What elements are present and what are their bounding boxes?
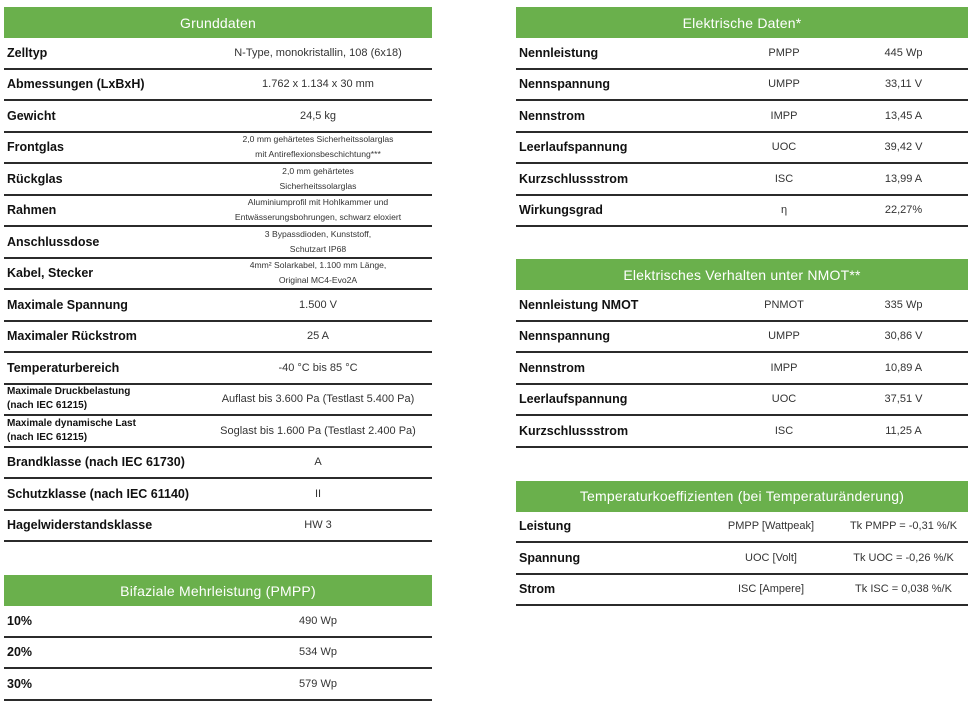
- nmot-header: Elektrisches Verhalten unter NMOT**: [516, 259, 968, 290]
- row-symbol: ISC: [774, 424, 794, 437]
- row-symbol: UOC: [771, 141, 797, 154]
- row-value: 11,25 A: [885, 424, 922, 437]
- row-label: Nennstrom: [519, 108, 585, 123]
- row-label: Maximale Spannung: [7, 297, 128, 312]
- table-row: [516, 290, 968, 322]
- row-value: 37,51 V: [884, 393, 923, 406]
- row-value: 30,86 V: [884, 330, 923, 343]
- row-value: 22,27%: [884, 204, 923, 217]
- row-value: 25 A: [306, 330, 330, 343]
- row-label: Schutzklasse (nach IEC 61140): [7, 486, 190, 501]
- row-value: Tk UOC = -0,26 %/K: [853, 551, 954, 564]
- row-symbol: IMPP: [770, 361, 798, 374]
- table-row: [4, 479, 432, 511]
- row-value: Tk PMPP = -0,31 %/K: [849, 520, 958, 533]
- table-row: [4, 606, 432, 638]
- table-row: [4, 322, 432, 354]
- table-row: [516, 512, 968, 544]
- row-symbol: PMPP: [768, 46, 800, 59]
- row-value: Aluminiumprofil mit Hohlkammer und Entwässerungsbohrungen, schwarz eloxiert: [234, 197, 402, 223]
- row-value: 2,0 mm gehärtetes Sicherheitssolarglas mit Antireflexionsbeschichtung***: [242, 134, 394, 160]
- row-label: Leerlaufspannung: [519, 140, 628, 155]
- table-row: [516, 322, 968, 354]
- row-label: Maximale Druckbelastung (nach IEC 61215): [7, 386, 131, 412]
- row-value: 2,0 mm gehärtetes Sicherheitssolarglas: [279, 165, 357, 191]
- row-label: Anschlussdose: [7, 234, 100, 249]
- row-label: Rahmen: [7, 203, 57, 218]
- bifazial-rows: [4, 606, 432, 701]
- row-label: Nennleistung: [519, 45, 599, 60]
- table-row: [516, 101, 968, 133]
- row-value: N-Type, monokristallin, 108 (6x18): [234, 46, 402, 59]
- row-label: Temperaturbereich: [7, 360, 120, 375]
- table-row: [4, 259, 432, 291]
- row-label: Nennspannung: [519, 329, 610, 344]
- row-label: Gewicht: [7, 108, 56, 123]
- table-row: [4, 416, 432, 448]
- table-row: [516, 385, 968, 417]
- elektrisch-table: [516, 7, 968, 227]
- row-label: Leistung: [519, 519, 572, 534]
- right-column: [516, 7, 968, 606]
- row-label: Kurzschlussstrom: [519, 171, 629, 186]
- table-row: [516, 575, 968, 607]
- table-row: [4, 353, 432, 385]
- table-row: [516, 543, 968, 575]
- grunddaten-rows: [4, 38, 432, 542]
- row-value: 10,89 A: [884, 361, 923, 374]
- table-row: [4, 70, 432, 102]
- row-label: Maximaler Rückstrom: [7, 329, 137, 344]
- table-row: [4, 448, 432, 480]
- row-value: -40 °C bis 85 °C: [278, 361, 358, 374]
- table-row: [4, 101, 432, 133]
- table-row: [516, 70, 968, 102]
- row-label: Nennleistung NMOT: [519, 297, 639, 312]
- row-label: Frontglas: [7, 140, 64, 155]
- elektrisch-rows: [516, 38, 968, 227]
- row-value: A: [314, 456, 322, 469]
- row-symbol: UOC [Volt]: [745, 551, 797, 564]
- row-symbol: ISC [Ampere]: [737, 583, 805, 596]
- table-row: [4, 164, 432, 196]
- row-symbol: IMPP: [770, 109, 798, 122]
- table-row: [4, 511, 432, 543]
- row-label: Strom: [519, 582, 556, 597]
- row-label: 10%: [7, 613, 33, 628]
- row-label: Zelltyp: [7, 45, 48, 60]
- row-label: Spannung: [519, 550, 581, 565]
- row-value: 335 Wp: [884, 298, 923, 311]
- row-symbol: η: [780, 204, 788, 217]
- row-symbol: ISC: [774, 172, 794, 185]
- table-row: [516, 196, 968, 228]
- row-value: 4mm² Solarkabel, 1.100 mm Länge, Original MC4-Evo2A: [249, 260, 387, 286]
- table-row: [4, 669, 432, 701]
- row-label: Wirkungsgrad: [519, 203, 603, 218]
- row-value: Auflast bis 3.600 Pa (Testlast 5.400 Pa): [221, 393, 415, 406]
- row-label: 20%: [7, 645, 33, 660]
- row-label: Maximale dynamische Last (nach IEC 61215): [7, 417, 136, 443]
- grunddaten-header: Grunddaten: [4, 7, 432, 38]
- row-value: Tk ISC = 0,038 %/K: [855, 583, 952, 596]
- row-label: Nennstrom: [519, 360, 585, 375]
- row-value: 13,99 A: [884, 172, 923, 185]
- row-value: 24,5 kg: [299, 109, 337, 122]
- row-label: Brandklasse (nach IEC 61730): [7, 455, 185, 470]
- row-label: Abmessungen (LxBxH): [7, 77, 145, 92]
- table-row: [516, 164, 968, 196]
- row-label: Nennspannung: [519, 77, 610, 92]
- row-value: 33,11 V: [884, 78, 923, 91]
- row-symbol: UMPP: [768, 330, 800, 343]
- row-value: II: [314, 487, 322, 500]
- row-symbol: UMPP: [768, 78, 800, 91]
- grunddaten-table: [4, 7, 432, 542]
- row-symbol: UOC: [771, 393, 797, 406]
- nmot-table: [516, 259, 968, 448]
- bifazial-table: [4, 575, 432, 701]
- table-row: [4, 290, 432, 322]
- table-row: [4, 196, 432, 228]
- table-row: [4, 638, 432, 670]
- temperatur-rows: [516, 512, 968, 607]
- row-value: 579 Wp: [299, 677, 337, 690]
- table-row: [4, 385, 432, 417]
- temperatur-table: [516, 481, 968, 607]
- table-row: [4, 133, 432, 165]
- row-symbol: PMPP [Wattpeak]: [727, 520, 815, 533]
- row-label: Leerlaufspannung: [519, 392, 628, 407]
- table-row: [4, 227, 432, 259]
- elektrisch-header: Elektrische Daten*: [516, 7, 968, 38]
- nmot-rows: [516, 290, 968, 448]
- row-value: Soglast bis 1.600 Pa (Testlast 2.400 Pa): [220, 424, 416, 437]
- row-symbol: PNMOT: [764, 298, 804, 311]
- table-row: [516, 133, 968, 165]
- row-label: Kurzschlussstrom: [519, 423, 629, 438]
- row-value: 3 Bypassdioden, Kunststoff, Schutzart IP68: [264, 228, 372, 254]
- table-row: [516, 353, 968, 385]
- row-label: 30%: [7, 676, 33, 691]
- table-row: [516, 38, 968, 70]
- row-value: 13,45 A: [884, 109, 923, 122]
- row-label: Hagelwiderstandsklasse: [7, 518, 153, 533]
- row-value: 1.762 x 1.134 x 30 mm: [262, 78, 374, 91]
- row-label: Kabel, Stecker: [7, 266, 94, 281]
- row-label: Rückglas: [7, 171, 63, 186]
- bifazial-header: Bifaziale Mehrleistung (PMPP): [4, 575, 432, 606]
- row-value: 39,42 V: [884, 141, 923, 154]
- temperatur-header: Temperaturkoeffizienten (bei Temperaturänderung): [516, 481, 968, 512]
- table-row: [4, 38, 432, 70]
- left-column: [4, 7, 432, 701]
- row-value: 1.500 V: [299, 298, 337, 311]
- row-value: HW 3: [304, 519, 332, 532]
- table-row: [516, 416, 968, 448]
- row-value: 490 Wp: [299, 614, 337, 627]
- row-value: 445 Wp: [884, 46, 923, 59]
- row-value: 534 Wp: [299, 646, 337, 659]
